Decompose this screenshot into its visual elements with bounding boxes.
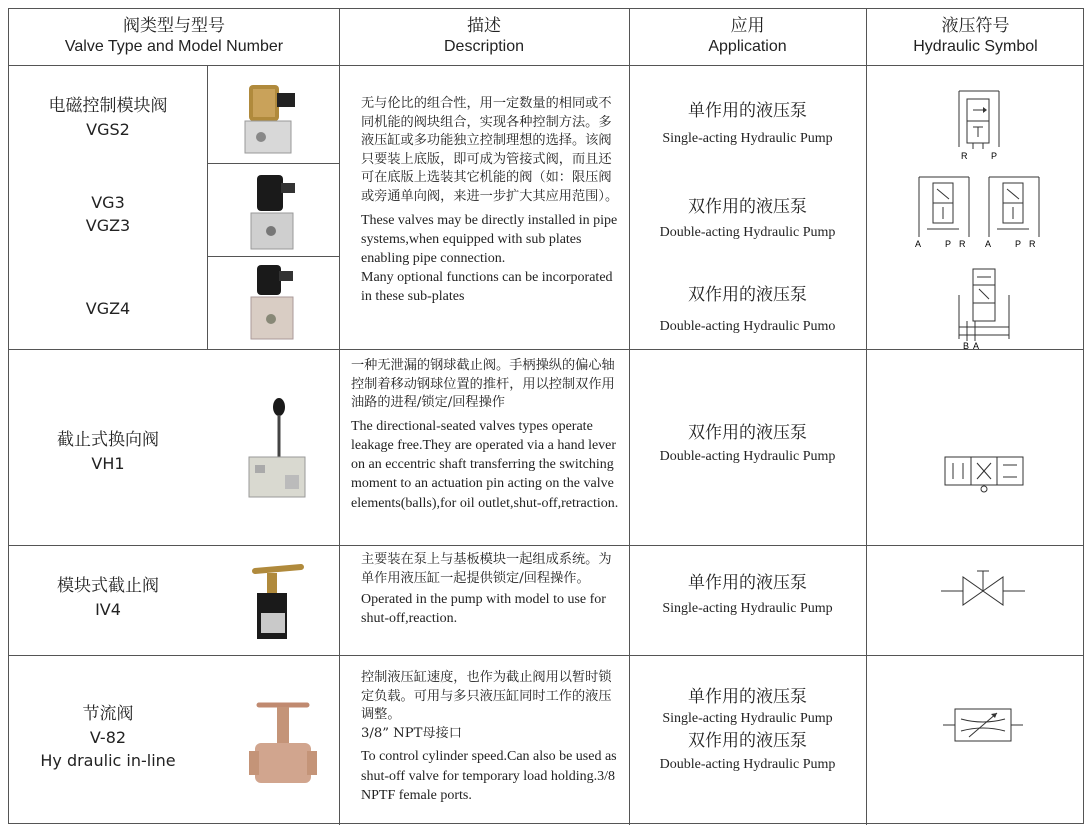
header-divider bbox=[9, 65, 1083, 66]
model-code: VGS2 bbox=[86, 120, 130, 139]
model-code: VG3 bbox=[91, 193, 125, 212]
application-en: Single-acting Hydraulic Pump bbox=[662, 131, 833, 146]
application-vgz4 bbox=[629, 283, 866, 337]
header-cn: 液压符号 bbox=[941, 16, 1010, 36]
application-vgz3 bbox=[629, 195, 866, 243]
application-en: Double-acting Hydraulic Pump bbox=[659, 225, 836, 240]
port-label: R bbox=[959, 239, 966, 249]
row-divider bbox=[9, 545, 1083, 546]
col-divider bbox=[339, 9, 340, 825]
header-description bbox=[339, 15, 629, 57]
description-en: These valves may be directly installed in pipe systems,when equipped with sub plates enabling pipe connection. Many optional functions can be incorporated in these sub-plates bbox=[361, 212, 618, 305]
description-en: The directional-seated valves types operate leakage free.They are operated via a hand lever on an eccentric shaft transferring the switching moment to an actuation pin acting on the valve elements(balls),for oil outlet,shut-off,retraction. bbox=[351, 418, 619, 511]
header-en: Valve Type and Model Number bbox=[64, 38, 284, 55]
application-iv4 bbox=[629, 571, 866, 619]
header-en: Application bbox=[708, 38, 787, 55]
model-code: VH1 bbox=[91, 454, 125, 473]
port-label: P bbox=[991, 151, 998, 159]
model-name-cn: 截止式换向阀 bbox=[57, 430, 159, 450]
header-cn: 阀类型与型号 bbox=[123, 16, 225, 36]
port-label: B bbox=[963, 341, 970, 349]
model-code: VGZ4 bbox=[85, 299, 131, 318]
model-iv4 bbox=[9, 575, 207, 621]
port-label: A bbox=[985, 239, 992, 249]
hydraulic-symbol-4way bbox=[953, 265, 1015, 349]
application-cn: 双作用的液压泵 bbox=[688, 731, 807, 751]
header-cn: 描述 bbox=[467, 16, 501, 36]
valve-table bbox=[8, 8, 1084, 824]
port-label: P bbox=[1015, 239, 1022, 249]
throttle-symbol bbox=[939, 701, 1027, 749]
header-cn: 应用 bbox=[730, 16, 765, 36]
application-en: Single-acting Hydraulic Pump bbox=[662, 601, 833, 616]
solenoid-valve-photo bbox=[231, 75, 315, 159]
model-code: IV4 bbox=[95, 600, 121, 619]
col-divider bbox=[866, 9, 867, 825]
solenoid-valve-photo bbox=[235, 261, 315, 345]
model-subtitle: Hy draulic in-line bbox=[40, 751, 176, 770]
application-cn: 双作用的液压泵 bbox=[688, 423, 807, 443]
application-v82 bbox=[629, 685, 866, 775]
port-label: A bbox=[973, 341, 980, 349]
application-en: Double-acting Hydraulic Pumo bbox=[659, 319, 836, 334]
port-label: R bbox=[961, 151, 968, 159]
row-divider bbox=[9, 655, 1083, 656]
hydraulic-symbol-3way bbox=[981, 171, 1047, 249]
port-label: R bbox=[1029, 239, 1036, 249]
description-cn: 主要装在泵上与基板模块一起组成系统。为单作用液压缸一起提供锁定/回程操作。 bbox=[361, 552, 612, 586]
application-cn: 单作用的液压泵 bbox=[688, 573, 807, 593]
description-v82 bbox=[361, 669, 621, 805]
model-code: V-82 bbox=[89, 728, 127, 747]
model-vgz4 bbox=[9, 297, 207, 320]
port-label: A bbox=[915, 239, 922, 249]
model-vh1 bbox=[9, 429, 207, 475]
description-cn: 无与伦比的组合性，用一定数量的相同或不同机能的阀块组合，实现各种控制方法。多液压缸或多功能独立控制理想的选择。该阀只要装上底版，即可成为管接式阀，而且还可在底版上选装其它机能的阀（如：限压阀或旁通单向阀，来进一步扩大其应用范围）。 bbox=[361, 96, 619, 204]
model-name-cn: 节流阀 bbox=[82, 704, 134, 724]
description-port: 3/8” NPT母接口 bbox=[361, 725, 462, 741]
solenoid-valve-photo bbox=[235, 169, 315, 255]
throttle-valve-photo bbox=[241, 693, 325, 805]
model-v82 bbox=[9, 703, 207, 772]
photo-divider bbox=[207, 163, 339, 164]
header-en: Hydraulic Symbol bbox=[913, 38, 1038, 55]
description-cn: 控制液压缸速度，也作为截止阀用以暂时锁定负载。可用与多只液压缸同时工作的液压调整。 bbox=[361, 670, 612, 723]
description-cn: 一种无泄漏的钢球截止阀。手柄操纵的偏心轴控制着移动钢球位置的推杆，用以控制双作用油路的进程/锁定/回程操作 bbox=[351, 358, 615, 411]
application-en: Single-acting Hydraulic Pump bbox=[662, 711, 833, 726]
application-vgs2 bbox=[629, 99, 866, 149]
header-symbol bbox=[866, 15, 1085, 57]
model-name-cn: 模块式截止阀 bbox=[57, 576, 159, 596]
photo-divider bbox=[207, 256, 339, 257]
description-vh1 bbox=[351, 357, 621, 513]
description-en: Operated in the pump with model to use for shut-off,reaction. bbox=[361, 592, 606, 627]
model-name-cn: 电磁控制模块阀 bbox=[48, 96, 168, 116]
hand-lever-valve-photo bbox=[235, 395, 323, 511]
description-en: To control cylinder speed.Can also be used as shut-off valve for temporary load holding.3/8 NPTF female ports. bbox=[361, 749, 617, 803]
hydraulic-symbol-directional bbox=[939, 449, 1029, 493]
shutoff-valve-photo bbox=[241, 559, 321, 645]
application-cn: 单作用的液压泵 bbox=[688, 101, 807, 121]
hydraulic-symbol-3way bbox=[911, 171, 977, 249]
application-en: Double-acting Hydraulic Pump bbox=[659, 757, 836, 772]
port-label: P bbox=[945, 239, 952, 249]
application-vh1 bbox=[629, 421, 866, 467]
header-application bbox=[629, 15, 866, 57]
row-divider bbox=[9, 349, 1083, 350]
model-code: VGZ3 bbox=[85, 216, 131, 235]
model-vg3-vgz3 bbox=[9, 191, 207, 237]
photo-col-divider bbox=[207, 65, 208, 349]
header-en: Description bbox=[443, 38, 525, 55]
application-en: Double-acting Hydraulic Pump bbox=[659, 449, 836, 464]
application-cn: 双作用的液压泵 bbox=[688, 197, 807, 217]
header-type-model bbox=[9, 15, 339, 57]
description-iv4 bbox=[361, 551, 621, 629]
model-vgs2 bbox=[9, 95, 207, 141]
application-cn: 双作用的液压泵 bbox=[688, 285, 807, 305]
shutoff-valve-symbol bbox=[937, 565, 1027, 609]
description-vg-series bbox=[361, 95, 619, 307]
hydraulic-symbol-2way bbox=[949, 87, 1009, 159]
application-cn: 单作用的液压泵 bbox=[688, 687, 807, 707]
